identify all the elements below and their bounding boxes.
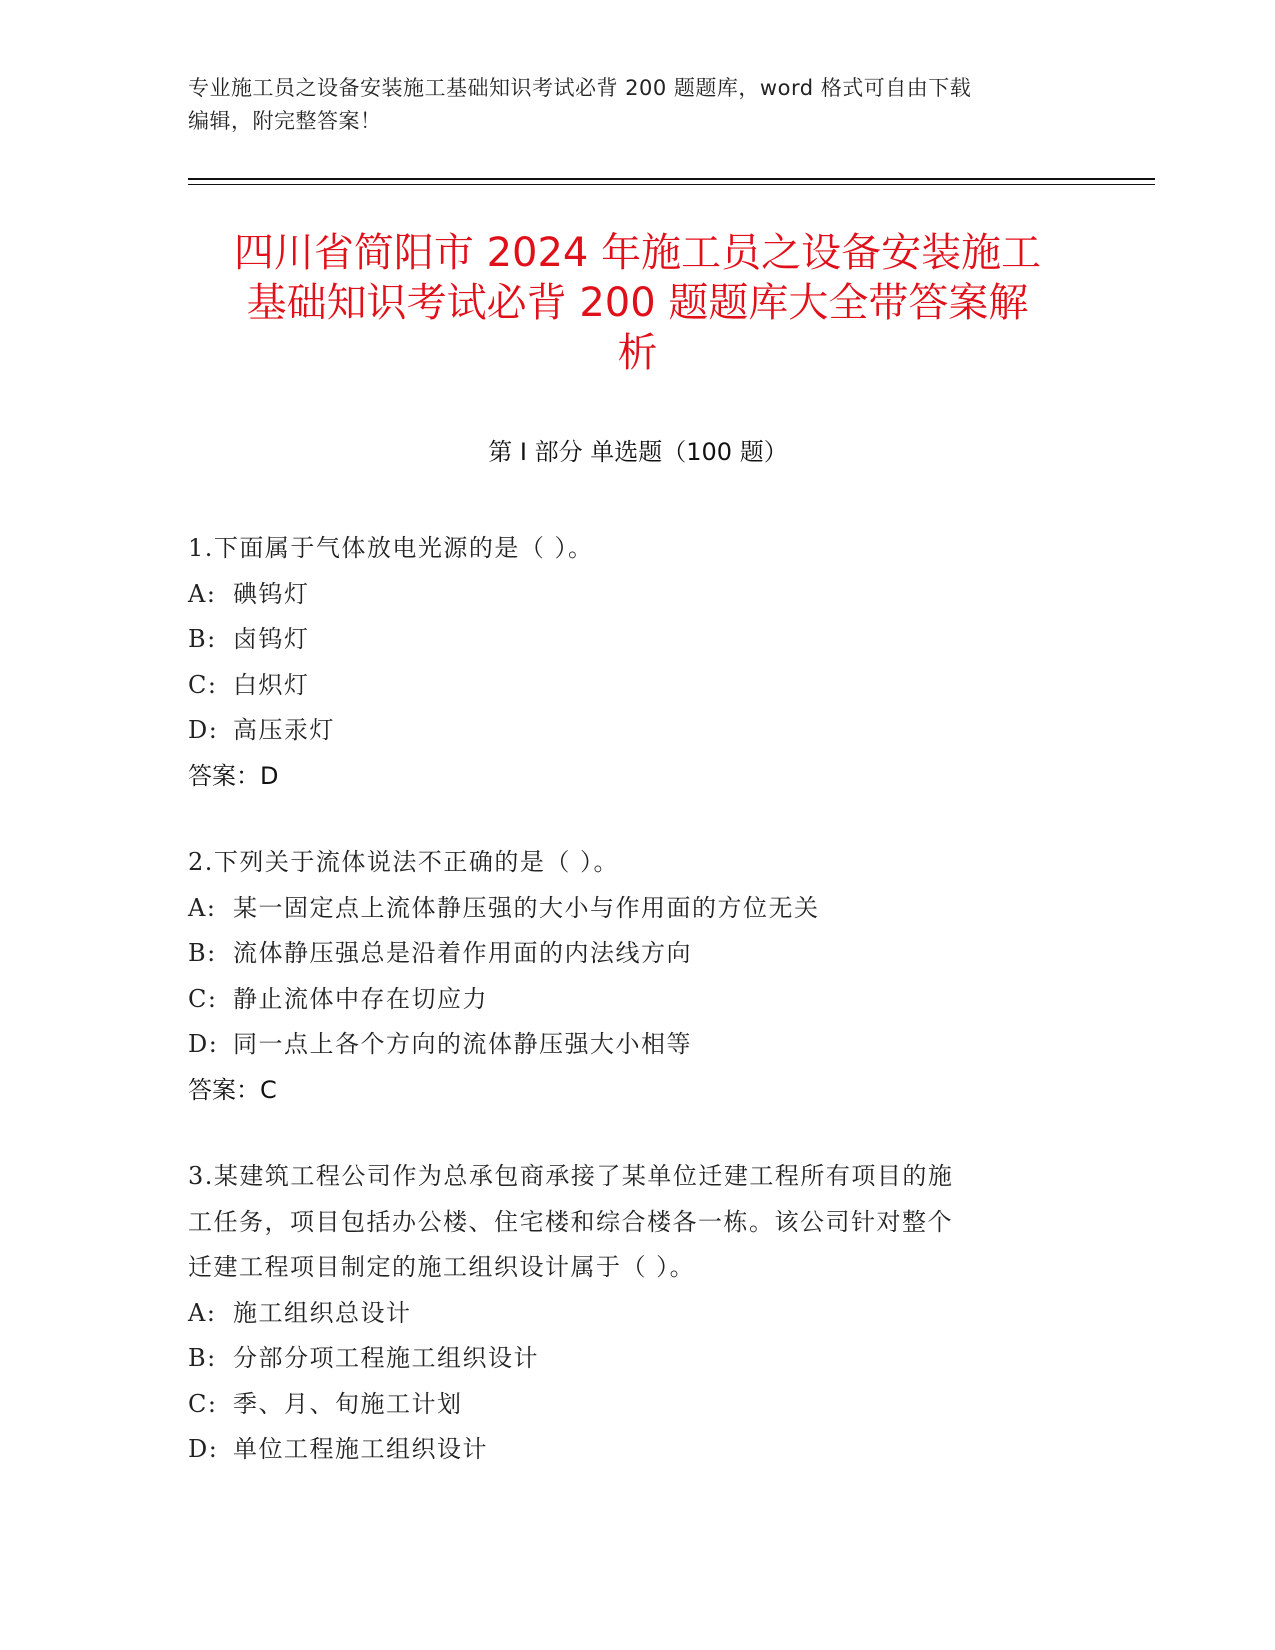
option-d: [188, 1427, 1068, 1473]
header-divider-thin: [188, 184, 1155, 185]
section-heading: 第 I 部分 单选题（100 题）: [488, 438, 788, 466]
option-key: C:: [188, 670, 218, 699]
header-note-line-1: 专业施工员之设备安装施工基础知识考试必背 200 题题库，word 格式可自由下载: [188, 76, 972, 100]
document-title-line-2: 基础知识考试必背 200 题题库大全带答案解: [246, 280, 1029, 326]
option-text: 流体静压强总是沿着作用面的内法线方向: [233, 939, 692, 967]
question-list: [188, 526, 1068, 1514]
option-key: D:: [188, 716, 219, 744]
option-key: D:: [188, 1030, 219, 1058]
option-key: C:: [188, 1389, 218, 1418]
question-stem: 1.下面属于气体放电光源的是（ ）。: [188, 534, 594, 562]
header-note-line-2: 编辑，附完整答案！: [188, 109, 382, 133]
question-stem: 迁建工程项目制定的施工组织设计属于（ ）。: [188, 1253, 696, 1281]
option-c: [188, 1382, 1068, 1428]
option-text: 高压汞灯: [233, 716, 335, 744]
option-key: B:: [188, 1344, 217, 1372]
option-c: [188, 977, 1068, 1023]
question-2: [188, 840, 1068, 1113]
answer-line: 答案：D: [188, 761, 279, 790]
option-b: [188, 931, 1068, 977]
option-key: C:: [188, 984, 218, 1013]
header-note: [188, 72, 1088, 138]
option-text: 白炽灯: [233, 670, 310, 699]
question-stem: 2.下列关于流体说法不正确的是（ ）。: [188, 848, 620, 876]
option-key: D:: [188, 1435, 219, 1463]
document-title-line-1: 四川省简阳市 2024 年施工员之设备安装施工: [233, 230, 1042, 276]
question-1: [188, 526, 1068, 799]
option-text: 单位工程施工组织设计: [233, 1435, 488, 1463]
option-b: [188, 1336, 1068, 1382]
question-stem: 工任务，项目包括办公楼、住宅楼和综合楼各一栋。该公司针对整个: [188, 1207, 953, 1236]
option-key: B:: [188, 625, 217, 653]
option-d: [188, 1022, 1068, 1068]
option-key: B:: [188, 939, 217, 967]
option-text: 同一点上各个方向的流体静压强大小相等: [233, 1030, 692, 1058]
option-a: [188, 886, 1068, 932]
question-3: [188, 1154, 1068, 1473]
option-a: [188, 1291, 1068, 1337]
option-text: 季、月、旬施工计划: [233, 1389, 463, 1418]
option-text: 某一固定点上流体静压强的大小与作用面的方位无关: [233, 893, 820, 922]
option-a: [188, 572, 1068, 618]
option-text: 分部分项工程施工组织设计: [233, 1344, 539, 1372]
option-text: 静止流体中存在切应力: [233, 984, 488, 1013]
option-c: [188, 663, 1068, 709]
question-stem: 3.某建筑工程公司作为总承包商承接了某单位迁建工程所有项目的施: [188, 1162, 954, 1190]
option-text: 碘钨灯: [233, 579, 310, 608]
document-title-line-3: 析: [617, 330, 658, 376]
option-text: 施工组织总设计: [233, 1298, 412, 1327]
document-title: [170, 228, 1105, 378]
answer-line: 答案：C: [188, 1075, 277, 1104]
header-divider-thick: [188, 178, 1155, 180]
option-key: A:: [188, 579, 217, 608]
option-d: [188, 708, 1068, 754]
option-key: A:: [188, 893, 217, 922]
option-b: [188, 617, 1068, 663]
option-text: 卤钨灯: [233, 625, 310, 653]
option-key: A:: [188, 1298, 217, 1327]
